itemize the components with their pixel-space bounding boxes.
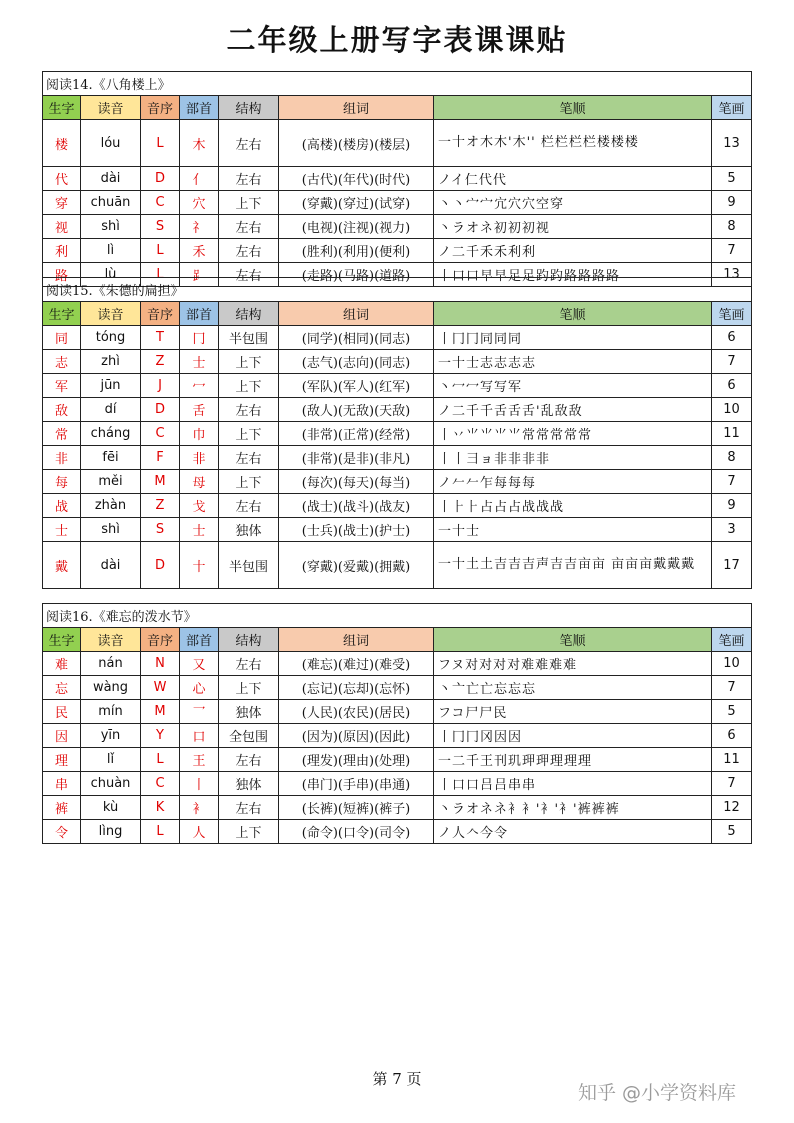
- table-row: [43, 167, 752, 191]
- header-structure: 结构: [219, 628, 279, 652]
- header-pinyin: 读音: [81, 96, 141, 120]
- stroke-order-cell: 丨冂冂同同同: [434, 326, 712, 350]
- character-cell: 令: [43, 820, 81, 844]
- table-row: [43, 120, 752, 167]
- pinyin-cell: dài: [81, 542, 141, 589]
- header-stroke-order: 笔顺: [434, 96, 712, 120]
- initial-letter-cell: Y: [141, 724, 180, 748]
- pinyin-cell: zhì: [81, 350, 141, 374]
- header-stroke-count: 笔画: [712, 302, 752, 326]
- table-row: [43, 326, 752, 350]
- radical-cell: 穴: [180, 191, 219, 215]
- structure-cell: 左右: [219, 263, 279, 287]
- stroke-order-cell: 丶ラオネネ衤衤'衤'衤'裤裤裤: [434, 796, 712, 820]
- character-cell: 同: [43, 326, 81, 350]
- structure-cell: 半包围: [219, 542, 279, 589]
- structure-cell: 上下: [219, 470, 279, 494]
- pinyin-cell: dí: [81, 398, 141, 422]
- words-cell: (忘记)(忘却)(忘怀): [279, 676, 434, 700]
- lesson-table: [42, 71, 752, 287]
- stroke-order-cell: 丨丷⺌⺌⺌⺌常常常常常: [434, 422, 712, 446]
- stroke-count-cell: 13: [712, 120, 752, 167]
- header-words: 组词: [279, 628, 434, 652]
- pinyin-cell: lóu: [81, 120, 141, 167]
- stroke-count-cell: 5: [712, 700, 752, 724]
- stroke-order-cell: 一十士: [434, 518, 712, 542]
- stroke-order-cell: 一二千王刊玑玾玾理理理: [434, 748, 712, 772]
- words-cell: (非常)(是非)(非凡): [279, 446, 434, 470]
- stroke-order-cell: 丨冂冂冈因因: [434, 724, 712, 748]
- initial-letter-cell: D: [141, 542, 180, 589]
- character-cell: 路: [43, 263, 81, 287]
- radical-cell: 冂: [180, 326, 219, 350]
- table-row: [43, 446, 752, 470]
- pinyin-cell: lì: [81, 239, 141, 263]
- header-words: 组词: [279, 96, 434, 120]
- radical-cell: 母: [180, 470, 219, 494]
- initial-letter-cell: L: [141, 820, 180, 844]
- header-row: [43, 302, 752, 326]
- structure-cell: 左右: [219, 796, 279, 820]
- stroke-count-cell: 11: [712, 748, 752, 772]
- character-cell: 非: [43, 446, 81, 470]
- header-stroke-count: 笔画: [712, 628, 752, 652]
- character-cell: 每: [43, 470, 81, 494]
- pinyin-cell: dài: [81, 167, 141, 191]
- table-row: [43, 652, 752, 676]
- initial-letter-cell: D: [141, 167, 180, 191]
- words-cell: (命令)(口令)(司令): [279, 820, 434, 844]
- initial-letter-cell: Z: [141, 494, 180, 518]
- pinyin-cell: fēi: [81, 446, 141, 470]
- stroke-count-cell: 17: [712, 542, 752, 589]
- words-cell: (军队)(军人)(红军): [279, 374, 434, 398]
- header-character: 生字: [43, 96, 81, 120]
- stroke-order-cell: 丶丶宀宀宂穴穴空穿: [434, 191, 712, 215]
- radical-cell: ⻊: [180, 263, 219, 287]
- header-character: 生字: [43, 302, 81, 326]
- pinyin-cell: lǐ: [81, 748, 141, 772]
- initial-letter-cell: L: [141, 748, 180, 772]
- page-title: 二年级上册写字表课课贴: [226, 23, 568, 57]
- initial-letter-cell: C: [141, 772, 180, 796]
- words-cell: (穿戴)(爱戴)(拥戴): [279, 542, 434, 589]
- header-stroke-count: 笔画: [712, 96, 752, 120]
- stroke-count-cell: 9: [712, 191, 752, 215]
- table-row: [43, 422, 752, 446]
- structure-cell: 左右: [219, 748, 279, 772]
- initial-letter-cell: C: [141, 422, 180, 446]
- character-cell: 因: [43, 724, 81, 748]
- character-cell: 军: [43, 374, 81, 398]
- structure-cell: 上下: [219, 350, 279, 374]
- initial-letter-cell: T: [141, 326, 180, 350]
- radical-cell: 亻: [180, 167, 219, 191]
- radical-cell: 心: [180, 676, 219, 700]
- words-cell: (每次)(每天)(每当): [279, 470, 434, 494]
- radical-cell: 十: [180, 542, 219, 589]
- character-cell: 敌: [43, 398, 81, 422]
- table-row: [43, 191, 752, 215]
- character-cell: 穿: [43, 191, 81, 215]
- stroke-order-cell: 一十土土吉吉吉声吉吉亩亩 亩亩亩戴戴戴: [434, 542, 712, 589]
- words-cell: (长裤)(短裤)(裤子): [279, 796, 434, 820]
- words-cell: (高楼)(楼房)(楼层): [279, 120, 434, 167]
- initial-letter-cell: N: [141, 652, 180, 676]
- lesson-table: [42, 603, 752, 844]
- structure-cell: 上下: [219, 676, 279, 700]
- lesson-table: [42, 277, 752, 589]
- stroke-order-cell: 一十士志志志志: [434, 350, 712, 374]
- header-character: 生字: [43, 628, 81, 652]
- character-cell: 串: [43, 772, 81, 796]
- character-cell: 视: [43, 215, 81, 239]
- words-cell: (难忘)(难过)(难受): [279, 652, 434, 676]
- pinyin-cell: lù: [81, 263, 141, 287]
- table-row: [43, 470, 752, 494]
- radical-cell: 礻: [180, 215, 219, 239]
- initial-letter-cell: S: [141, 215, 180, 239]
- character-cell: 忘: [43, 676, 81, 700]
- stroke-count-cell: 7: [712, 676, 752, 700]
- header-pinyin: 读音: [81, 628, 141, 652]
- character-cell: 战: [43, 494, 81, 518]
- header-stroke-order: 笔顺: [434, 302, 712, 326]
- pinyin-cell: měi: [81, 470, 141, 494]
- table-row: [43, 542, 752, 589]
- character-cell: 代: [43, 167, 81, 191]
- stroke-count-cell: 7: [712, 470, 752, 494]
- pinyin-cell: chuān: [81, 191, 141, 215]
- header-row: [43, 628, 752, 652]
- radical-cell: 戈: [180, 494, 219, 518]
- table-row: [43, 350, 752, 374]
- header-radical: 部首: [180, 628, 219, 652]
- structure-cell: 左右: [219, 239, 279, 263]
- initial-letter-cell: M: [141, 470, 180, 494]
- pinyin-cell: mín: [81, 700, 141, 724]
- character-cell: 难: [43, 652, 81, 676]
- radical-cell: 丨: [180, 772, 219, 796]
- words-cell: (古代)(年代)(时代): [279, 167, 434, 191]
- header-initial: 音序: [141, 628, 180, 652]
- words-cell: (走路)(马路)(道路): [279, 263, 434, 287]
- radical-cell: 禾: [180, 239, 219, 263]
- initial-letter-cell: L: [141, 239, 180, 263]
- header-stroke-order: 笔顺: [434, 628, 712, 652]
- table-row: [43, 494, 752, 518]
- initial-letter-cell: J: [141, 374, 180, 398]
- table-row: [43, 239, 752, 263]
- header-initial: 音序: [141, 96, 180, 120]
- character-cell: 楼: [43, 120, 81, 167]
- stroke-order-cell: ノ𠂉𠂉乍每每每: [434, 470, 712, 494]
- stroke-order-cell: フヌ对对对对难难难难: [434, 652, 712, 676]
- stroke-count-cell: 3: [712, 518, 752, 542]
- stroke-count-cell: 12: [712, 796, 752, 820]
- stroke-order-cell: 丨口口吕吕串串: [434, 772, 712, 796]
- pinyin-cell: nán: [81, 652, 141, 676]
- radical-cell: 衤: [180, 796, 219, 820]
- header-pinyin: 读音: [81, 302, 141, 326]
- header-radical: 部首: [180, 96, 219, 120]
- structure-cell: 左右: [219, 120, 279, 167]
- structure-cell: 上下: [219, 191, 279, 215]
- radical-cell: 士: [180, 350, 219, 374]
- stroke-order-cell: フコ尸尸民: [434, 700, 712, 724]
- pinyin-cell: shì: [81, 518, 141, 542]
- words-cell: (人民)(农民)(居民): [279, 700, 434, 724]
- character-cell: 利: [43, 239, 81, 263]
- stroke-count-cell: 13: [712, 263, 752, 287]
- table-row: [43, 374, 752, 398]
- radical-cell: 士: [180, 518, 219, 542]
- table-row: [43, 676, 752, 700]
- structure-cell: 半包围: [219, 326, 279, 350]
- stroke-order-cell: ノイ仁代代: [434, 167, 712, 191]
- stroke-count-cell: 8: [712, 215, 752, 239]
- table-row: [43, 820, 752, 844]
- page-number: 第 7 页: [372, 1070, 422, 1088]
- stroke-order-cell: ノ人𠆢今令: [434, 820, 712, 844]
- stroke-count-cell: 6: [712, 326, 752, 350]
- radical-cell: 冖: [180, 374, 219, 398]
- table-row: [43, 724, 752, 748]
- lesson-title: 阅读16.《难忘的泼水节》: [43, 604, 752, 628]
- pinyin-cell: chuàn: [81, 772, 141, 796]
- radical-cell: 又: [180, 652, 219, 676]
- structure-cell: 左右: [219, 398, 279, 422]
- character-cell: 民: [43, 700, 81, 724]
- initial-letter-cell: D: [141, 398, 180, 422]
- words-cell: (电视)(注视)(视力): [279, 215, 434, 239]
- words-cell: (敌人)(无敌)(天敌): [279, 398, 434, 422]
- stroke-order-cell: 一十オ木木'木'' 栏栏栏栏楼楼楼: [434, 120, 712, 167]
- radical-cell: 巾: [180, 422, 219, 446]
- table-row: [43, 748, 752, 772]
- initial-letter-cell: M: [141, 700, 180, 724]
- structure-cell: 左右: [219, 446, 279, 470]
- structure-cell: 全包围: [219, 724, 279, 748]
- stroke-order-cell: 丨丨彐ョ非非非非: [434, 446, 712, 470]
- stroke-count-cell: 7: [712, 350, 752, 374]
- initial-letter-cell: L: [141, 120, 180, 167]
- pinyin-cell: cháng: [81, 422, 141, 446]
- header-initial: 音序: [141, 302, 180, 326]
- initial-letter-cell: F: [141, 446, 180, 470]
- character-cell: 理: [43, 748, 81, 772]
- lesson-title: 阅读15.《朱德的扁担》: [43, 278, 752, 302]
- pinyin-cell: zhàn: [81, 494, 141, 518]
- character-cell: 裤: [43, 796, 81, 820]
- initial-letter-cell: K: [141, 796, 180, 820]
- stroke-order-cell: 丶亠亡亡忘忘忘: [434, 676, 712, 700]
- stroke-count-cell: 11: [712, 422, 752, 446]
- structure-cell: 上下: [219, 820, 279, 844]
- table-row: [43, 772, 752, 796]
- stroke-count-cell: 10: [712, 652, 752, 676]
- words-cell: (因为)(原因)(因此): [279, 724, 434, 748]
- structure-cell: 独体: [219, 772, 279, 796]
- stroke-count-cell: 5: [712, 820, 752, 844]
- stroke-count-cell: 9: [712, 494, 752, 518]
- pinyin-cell: tóng: [81, 326, 141, 350]
- table-row: [43, 398, 752, 422]
- radical-cell: 木: [180, 120, 219, 167]
- initial-letter-cell: C: [141, 191, 180, 215]
- initial-letter-cell: S: [141, 518, 180, 542]
- header-radical: 部首: [180, 302, 219, 326]
- words-cell: (胜利)(利用)(便利): [279, 239, 434, 263]
- words-cell: (同学)(相同)(同志): [279, 326, 434, 350]
- structure-cell: 左右: [219, 167, 279, 191]
- words-cell: (志气)(志向)(同志): [279, 350, 434, 374]
- stroke-count-cell: 6: [712, 724, 752, 748]
- pinyin-cell: jūn: [81, 374, 141, 398]
- words-cell: (非常)(正常)(经常): [279, 422, 434, 446]
- words-cell: (串门)(手串)(串通): [279, 772, 434, 796]
- pinyin-cell: kù: [81, 796, 141, 820]
- structure-cell: 独体: [219, 518, 279, 542]
- initial-letter-cell: Z: [141, 350, 180, 374]
- table-row: [43, 215, 752, 239]
- pinyin-cell: wàng: [81, 676, 141, 700]
- stroke-count-cell: 8: [712, 446, 752, 470]
- pinyin-cell: lìng: [81, 820, 141, 844]
- table-row: [43, 518, 752, 542]
- character-cell: 戴: [43, 542, 81, 589]
- radical-cell: 非: [180, 446, 219, 470]
- stroke-count-cell: 7: [712, 772, 752, 796]
- structure-cell: 独体: [219, 700, 279, 724]
- radical-cell: 乛: [180, 700, 219, 724]
- stroke-order-cell: ノ二千千舌舌舌'乱敌敌: [434, 398, 712, 422]
- pinyin-cell: yīn: [81, 724, 141, 748]
- stroke-order-cell: 丨⺊⺊占占占战战战: [434, 494, 712, 518]
- watermark: 知乎 @小学资料库: [578, 1082, 737, 1104]
- structure-cell: 左右: [219, 215, 279, 239]
- character-cell: 志: [43, 350, 81, 374]
- stroke-order-cell: 丨口口早早足足趵趵路路路路: [434, 263, 712, 287]
- structure-cell: 左右: [219, 494, 279, 518]
- structure-cell: 左右: [219, 652, 279, 676]
- radical-cell: 人: [180, 820, 219, 844]
- stroke-order-cell: 丶冖冖写写军: [434, 374, 712, 398]
- stroke-count-cell: 10: [712, 398, 752, 422]
- character-cell: 常: [43, 422, 81, 446]
- table-row: [43, 796, 752, 820]
- header-words: 组词: [279, 302, 434, 326]
- radical-cell: 王: [180, 748, 219, 772]
- header-structure: 结构: [219, 302, 279, 326]
- stroke-count-cell: 7: [712, 239, 752, 263]
- radical-cell: 口: [180, 724, 219, 748]
- initial-letter-cell: W: [141, 676, 180, 700]
- initial-letter-cell: L: [141, 263, 180, 287]
- table-row: [43, 700, 752, 724]
- radical-cell: 舌: [180, 398, 219, 422]
- words-cell: (穿戴)(穿过)(试穿): [279, 191, 434, 215]
- stroke-order-cell: 丶ラオネ初初初视: [434, 215, 712, 239]
- header-structure: 结构: [219, 96, 279, 120]
- character-cell: 士: [43, 518, 81, 542]
- stroke-count-cell: 6: [712, 374, 752, 398]
- pinyin-cell: shì: [81, 215, 141, 239]
- lesson-title: 阅读14.《八角楼上》: [43, 72, 752, 96]
- words-cell: (士兵)(战士)(护士): [279, 518, 434, 542]
- header-row: [43, 96, 752, 120]
- structure-cell: 上下: [219, 422, 279, 446]
- structure-cell: 上下: [219, 374, 279, 398]
- stroke-count-cell: 5: [712, 167, 752, 191]
- words-cell: (战士)(战斗)(战友): [279, 494, 434, 518]
- stroke-order-cell: ノ二千禾禾利利: [434, 239, 712, 263]
- words-cell: (理发)(理由)(处理): [279, 748, 434, 772]
